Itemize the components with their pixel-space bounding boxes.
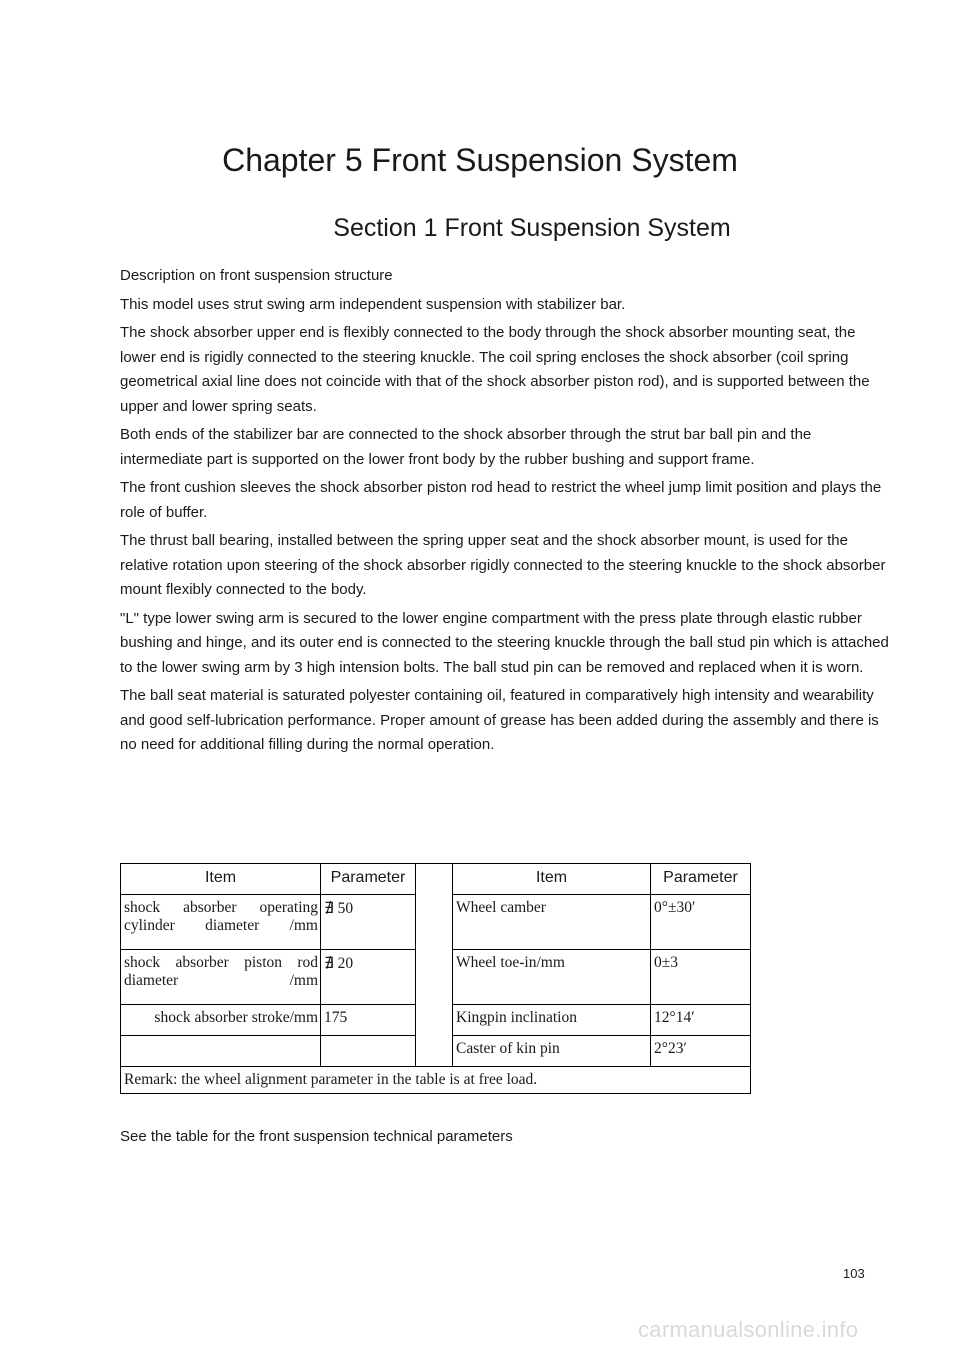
table-cell: ∄ 50: [321, 895, 416, 950]
paragraph: The thrust ball bearing, installed between the spring upper seat and the shock absorber mount, is used for the relative rotation upon steering of the shock absorber rigidly connected to the steering knuckle to the shock absorber mount flexibly connected to the body.: [120, 532, 886, 598]
paragraph: "L" type lower swing arm is secured to the lower engine compartment with the press plate through elastic rubber bushing and hinge, and its outer end is connected to the steering knuckle through the ball stud pin which is attached to the lower swing arm by 3 high intension bolts. The ball stud pin can be removed and replaced when it is worn.: [120, 609, 889, 676]
table-cell: [121, 1036, 321, 1067]
table-cell: shock absorber piston rod diameter /mm: [121, 950, 321, 1005]
chapter-title: Chapter 5 Front Suspension System: [222, 142, 738, 178]
table-cell: 2°23′: [651, 1036, 751, 1067]
paragraph: The shock absorber upper end is flexibly connected to the body through the shock absorber mounting seat, the lower end is rigidly connected to the steering knuckle. The coil spring encloses the shock absorber (coil spring geometrical axial line does not coincide with that of the shock absorber piston rod), and is supported between the upper and lower spring seats.: [120, 324, 870, 415]
page-number: 103: [843, 1266, 865, 1281]
table-cell: 0°±30′: [651, 895, 751, 950]
paragraph: The front cushion sleeves the shock absorber piston rod head to restrict the wheel jump limit position and plays the role of buffer.: [120, 479, 882, 521]
table-cell: Kingpin inclination: [453, 1005, 651, 1036]
paragraph: This model uses strut swing arm independent suspension with stabilizer bar.: [120, 295, 626, 313]
body-text: [120, 264, 890, 762]
table-cell: Wheel camber: [453, 895, 651, 950]
table-cell: 175: [321, 1005, 416, 1036]
table-cell: shock absorber stroke/mm: [121, 1005, 321, 1036]
table-cell: [321, 1036, 416, 1067]
table-cell: Wheel toe-in/mm: [453, 950, 651, 1005]
table-cell: shock absorber operating cylinder diameter /mm: [121, 895, 321, 950]
table-remark: Remark: the wheel alignment parameter in the table is at free load.: [121, 1067, 751, 1094]
table-divider-cell: [416, 864, 453, 1067]
parameters-table: [120, 863, 751, 1094]
table-caption: See the table for the front suspension technical parameters: [120, 1128, 513, 1145]
table-cell: Caster of kin pin: [453, 1036, 651, 1067]
header-parameter: Parameter: [651, 864, 751, 895]
table-header-row: [121, 864, 751, 895]
table-remark-row: [121, 1067, 751, 1094]
header-item: Item: [453, 864, 651, 895]
section-title: Section 1 Front Suspension System: [333, 214, 731, 242]
table-cell: ∄ 20: [321, 950, 416, 1005]
header-parameter: Parameter: [321, 864, 416, 895]
paragraph: The ball seat material is saturated polyester containing oil, featured in comparatively high intensity and wearability and good self-lubrication performance. Proper amount of grease has been added during the assembly and there is no need for additional filling during the normal operation.: [120, 687, 879, 753]
table-cell: 0±3: [651, 950, 751, 1005]
paragraph-heading: Description on front suspension structure: [120, 267, 393, 284]
table-cell: 12°14′: [651, 1005, 751, 1036]
watermark: carmanualsonline.info: [638, 1317, 859, 1342]
header-item: Item: [121, 864, 321, 895]
paragraph: Both ends of the stabilizer bar are connected to the shock absorber through the strut bar ball pin and the intermediate part is supported on the lower front body by the rubber bushing and support frame.: [120, 426, 812, 468]
